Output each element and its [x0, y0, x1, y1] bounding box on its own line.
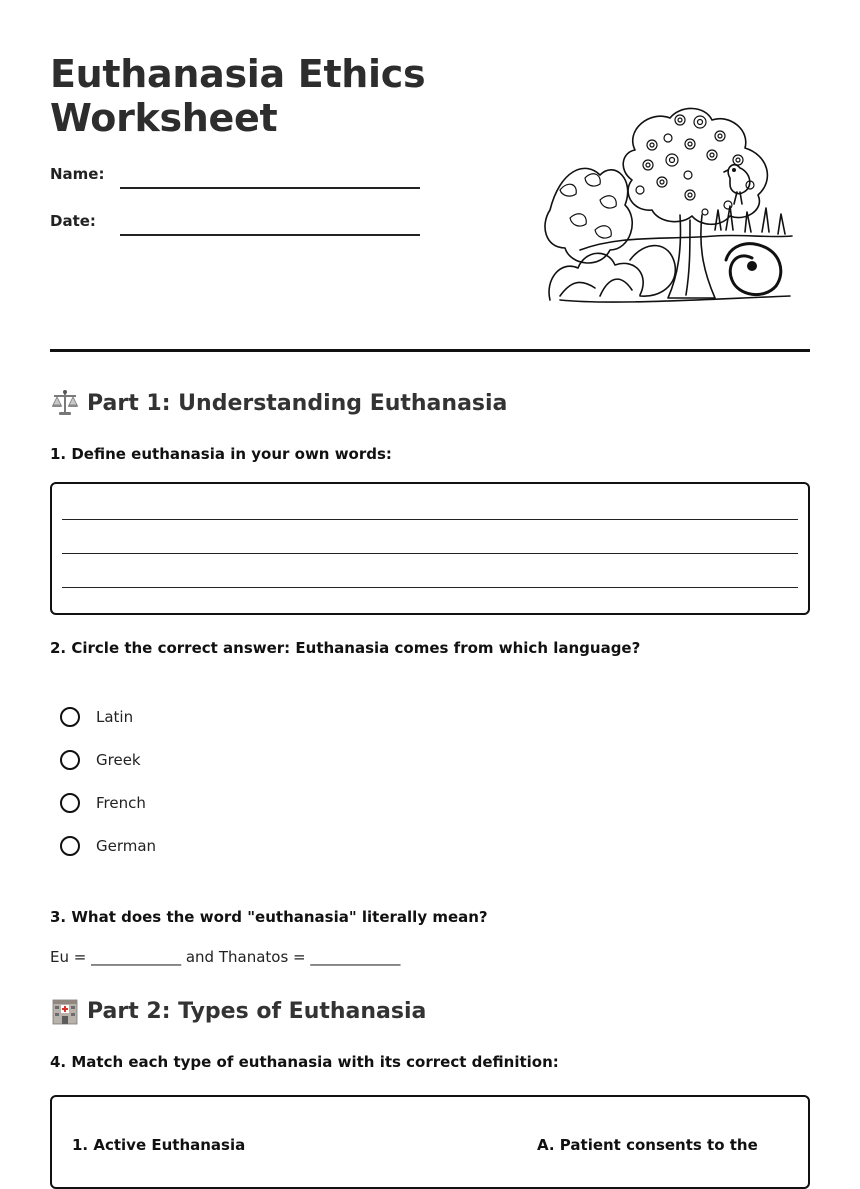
- match-item-left: 1. Active Euthanasia: [72, 1136, 246, 1154]
- option-latin[interactable]: [60, 705, 133, 729]
- part2-title: Part 2: Types of Euthanasia: [87, 998, 427, 1024]
- option-label: German: [96, 837, 157, 855]
- option-french[interactable]: [60, 791, 146, 815]
- question-3: 3. What does the word "euthanasia" literally mean?: [50, 908, 488, 926]
- option-label: Latin: [96, 708, 134, 726]
- match-item-right: A. Patient consents to the: [537, 1136, 758, 1154]
- part1-title: Part 1: Understanding Euthanasia: [87, 390, 508, 416]
- balance-scale-icon: [50, 388, 80, 418]
- hospital-icon: [50, 996, 80, 1026]
- question-1: 1. Define euthanasia in your own words:: [50, 445, 392, 463]
- etymology-fill-in[interactable]: Eu = ____________ and Thanatos = ____________: [50, 948, 401, 966]
- option-german[interactable]: [60, 834, 156, 858]
- matching-box: [50, 1095, 810, 1189]
- answer-line[interactable]: [62, 587, 798, 588]
- worksheet-title: Euthanasia Ethics Worksheet: [50, 52, 426, 140]
- option-greek[interactable]: [60, 748, 141, 772]
- part1-heading: [50, 388, 507, 418]
- name-label: Name:: [50, 165, 105, 183]
- option-label: Greek: [96, 751, 141, 769]
- answer-line[interactable]: [62, 553, 798, 554]
- part2-heading: [50, 996, 426, 1026]
- tree-illustration: [540, 100, 800, 312]
- question-2: 2. Circle the correct answer: Euthanasia comes from which language?: [50, 639, 641, 657]
- radio-circle[interactable]: [60, 707, 80, 727]
- question-4: 4. Match each type of euthanasia with its correct definition:: [50, 1053, 559, 1071]
- option-label: French: [96, 794, 146, 812]
- answer-line[interactable]: [62, 519, 798, 520]
- name-field-line[interactable]: [120, 187, 420, 189]
- radio-circle[interactable]: [60, 750, 80, 770]
- radio-circle[interactable]: [60, 793, 80, 813]
- radio-circle[interactable]: [60, 836, 80, 856]
- header-divider: [50, 349, 810, 352]
- date-label: Date:: [50, 212, 96, 230]
- definition-answer-box[interactable]: [50, 482, 810, 615]
- date-field-line[interactable]: [120, 234, 420, 236]
